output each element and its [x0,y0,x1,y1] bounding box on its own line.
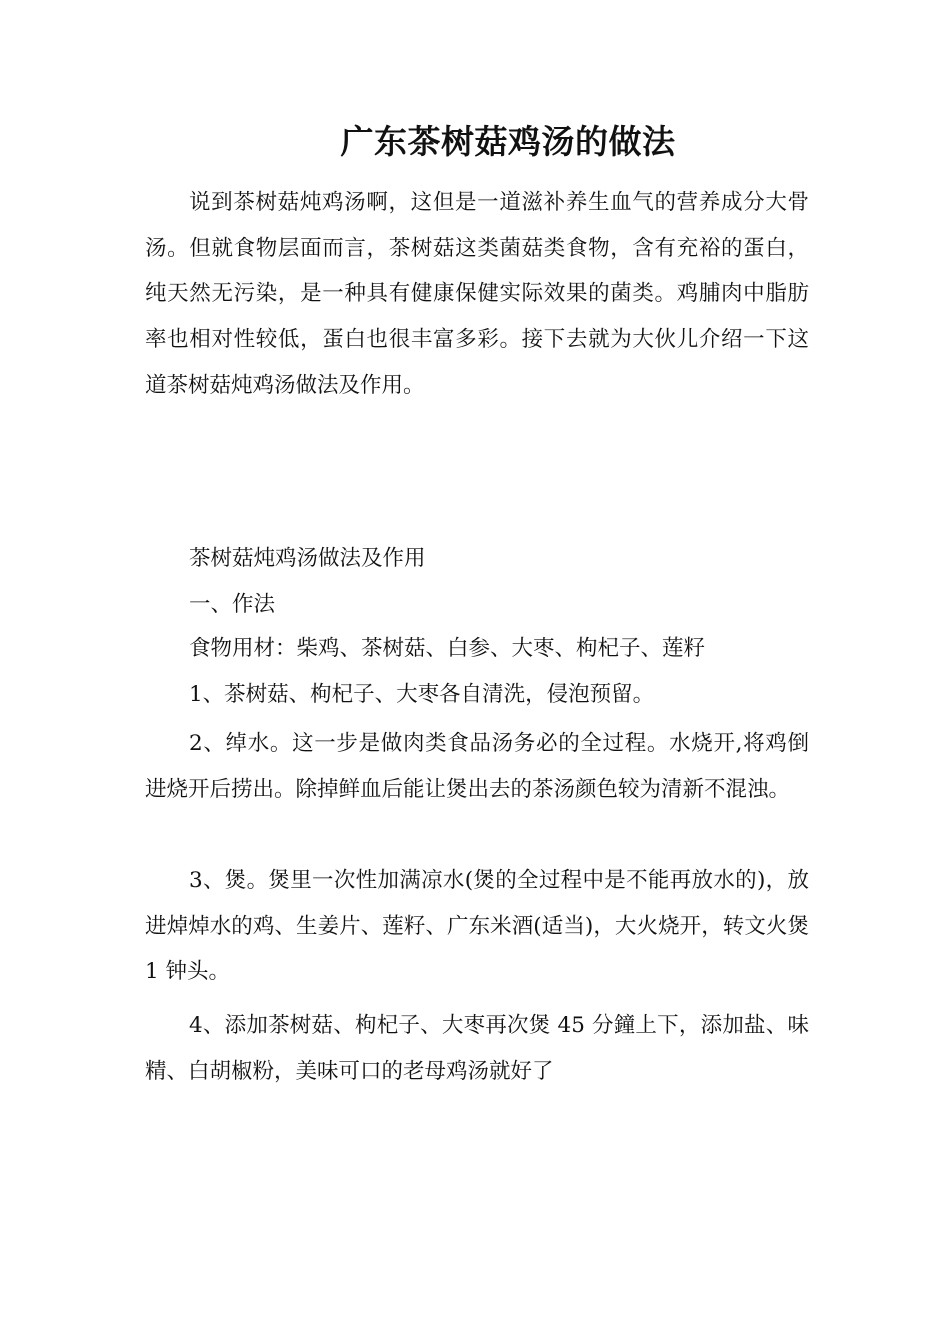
section-heading: 茶树菇炖鸡汤做法及作用 [189,546,426,571]
step-1: 1、茶树菇、枸杞子、大枣各自清洗，侵泡预留。 [189,682,655,707]
step-2: 2、绰水。这一步是做肉类食品汤务必的全过程。水烧开,将鸡倒进烧开后捞出。除掉鲜血后能让煲出去的茶汤颜色较为清新不混浊。 [145,731,809,802]
step-4: 4、添加茶树菇、枸杞子、大枣再次煲 45 分鐘上下，添加盐、味精、白胡椒粉，美味可口的老母鸡汤就好了 [145,1013,809,1084]
document-title: 广东茶树菇鸡汤的做法 [340,122,676,161]
step-3: 3、煲。煲里一次性加满凉水(煲的全过程中是不能再放水的)，放进焯焯水的鸡、生姜片、莲籽、广东米酒(适当)，大火烧开，转文火煲 1 钟头。 [145,868,809,985]
intro-paragraph: 说到茶树菇炖鸡汤啊，这但是一道滋补养生血气的营养成分大骨汤。但就食物层面而言，茶树菇这类菌菇类食物，含有充裕的蛋白，纯天然无污染，是一种具有健康保健实际效果的菌类。鸡脯肉中脂肪率也相对性较低，蛋白也很丰富多彩。接下去就为大伙儿介绍一下这道茶树菇炖鸡汤做法及作用。 [145,190,809,398]
ingredients-line: 食物用材：柴鸡、茶树菇、白参、大枣、枸杞子、莲籽 [189,636,706,661]
subsection-heading: 一、作法 [189,592,276,617]
